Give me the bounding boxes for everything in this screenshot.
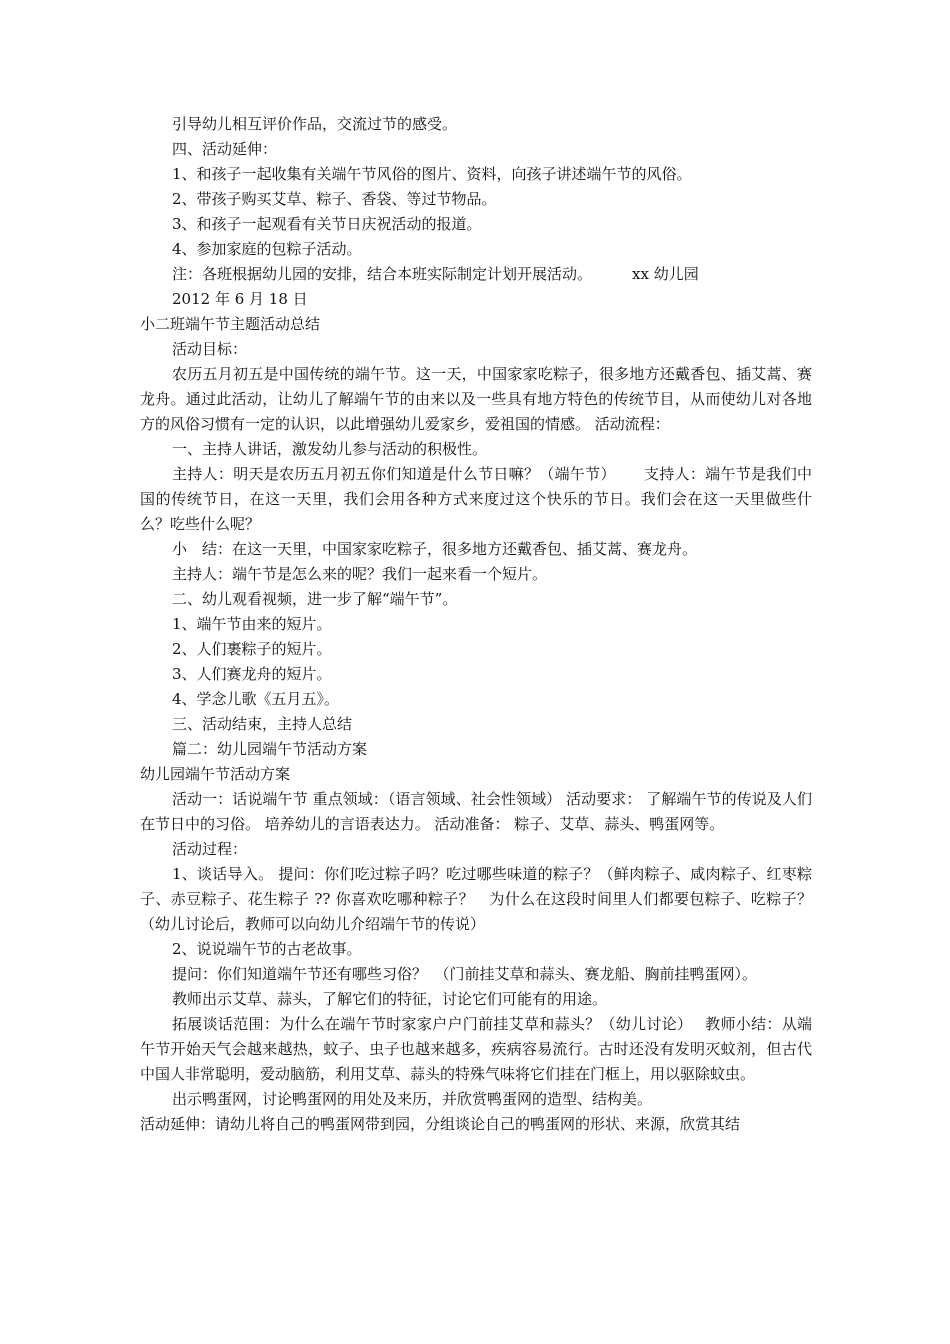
text-line: 2、说说端午节的古老故事。 (172, 940, 362, 958)
text-line: 活动延伸：请幼儿将自己的鸭蛋网带到园，分组谈论自己的鸭蛋网的形状、来源，欣赏其结 (140, 1115, 741, 1133)
text-line: 出示鸭蛋网，讨论鸭蛋网的用处及来历，并欣赏鸭蛋网的造型、结构美。 (172, 1090, 653, 1108)
section-heading: 三、活动结束，主持人总结 (172, 715, 353, 733)
list-item: 2、人们裹粽子的短片。 (172, 640, 332, 658)
document-title: 幼儿园端午节活动方案 (140, 765, 291, 783)
section-heading: 一、主持人讲话，激发幼儿参与活动的积极性。 (172, 440, 488, 458)
date-line: 2012 年 6 月 18 日 (172, 290, 308, 308)
note-text: 注：各班根据幼儿园的安排，结合本班实际制定计划开展活动。 (172, 265, 593, 283)
list-item: 3、和孩子一起观看有关节日庆祝活动的报道。 (172, 215, 482, 233)
paragraph: 活动一：话说端午节 重点领域：（语言领域、社会性领域） 活动要求： 了解端午节的传说及人们在节日中的习俗。 培养幼儿的言语表达力。 活动准备： 粽子、艾草、蒜头、鸭蛋网等。 (140, 790, 812, 833)
list-item: 4、学念儿歌《五月五》。 (172, 690, 340, 708)
paragraph: 主持人：明天是农历五月初五你们知道是什么节日嘛？（端午节） 支持人：端午节是我们中国的传统节日，在这一天里，我们会用各种方式来度过这个快乐的节日。我们会在这一天里做些什么？吃些什么呢？ (140, 465, 812, 533)
text-line: 主持人：端午节是怎么来的呢？我们一起来看一个短片。 (172, 565, 548, 583)
section-heading: 四、活动延伸： (172, 140, 278, 158)
list-item: 1、端午节由来的短片。 (172, 615, 332, 633)
paragraph: 拓展谈话范围：为什么在端午节时家家户户门前挂艾草和蒜头？（幼儿讨论） 教师小结：从端午节开始天气会越来越热，蚊子、虫子也越来越多，疾病容易流行。古时还没有发明灭蚊剂，但古代中国人非常聪明，爱动脑筋，利用艾草、蒜头的特殊气味将它们挂在门框上，用以驱除蚊虫。 (140, 1015, 812, 1083)
paragraph: 1、谈话导入。 提问：你们吃过粽子吗？吃过哪些味道的粽子？（鲜肉粽子、咸肉粽子、红枣粽子、赤豆粽子、花生粽子 ?? 你喜欢吃哪种粽子？ 为什么在这段时间里人们都要包粽子、吃粽子？ （幼儿讨论后，教师可以向幼儿介绍端午节的传说） (140, 865, 828, 933)
text-line: 小 结：在这一天里，中国家家吃粽子，很多地方还戴香包、插艾蒿、赛龙舟。 (172, 540, 698, 558)
document-title: 小二班端午节主题活动总结 (140, 315, 321, 333)
section-label: 活动过程： (172, 840, 248, 858)
part-heading: 篇二：幼儿园端午节活动方案 (172, 740, 368, 758)
paragraph: 农历五月初五是中国传统的端午节。这一天，中国家家吃粽子，很多地方还戴香包、插艾蒿、赛龙舟。通过此活动，让幼儿了解端午节的由来以及一些具有地方特色的传统节目，从而使幼儿对各地方的风俗习惯有一定的认识，以此增强幼儿爱家乡，爱祖国的情感。 活动流程： (140, 365, 812, 433)
section-heading: 二、幼儿观看视频，进一步了解“端午节”。 (172, 590, 458, 608)
text-line: 提问：你们知道端午节还有哪些习俗？ （门前挂艾草和蒜头、赛龙船、胸前挂鸭蛋网）。 (172, 965, 758, 983)
list-item: 2、带孩子购买艾草、粽子、香袋、等过节物品。 (172, 190, 497, 208)
text-line: 引导幼儿相互评价作品，交流过节的感受。 (172, 115, 458, 133)
list-item: 4、参加家庭的包粽子活动。 (172, 240, 362, 258)
section-label: 活动目标： (172, 340, 248, 358)
list-item: 3、人们赛龙舟的短片。 (172, 665, 332, 683)
note-line (140, 262, 812, 287)
text-line: 教师出示艾草、蒜头，了解它们的特征，讨论它们可能有的用途。 (172, 990, 608, 1008)
list-item: 1、和孩子一起收集有关端午节风俗的图片、资料，向孩子讲述端午节的风俗。 (172, 165, 692, 183)
note-org: xx 幼儿园 (632, 265, 699, 283)
document-page (140, 112, 828, 1137)
